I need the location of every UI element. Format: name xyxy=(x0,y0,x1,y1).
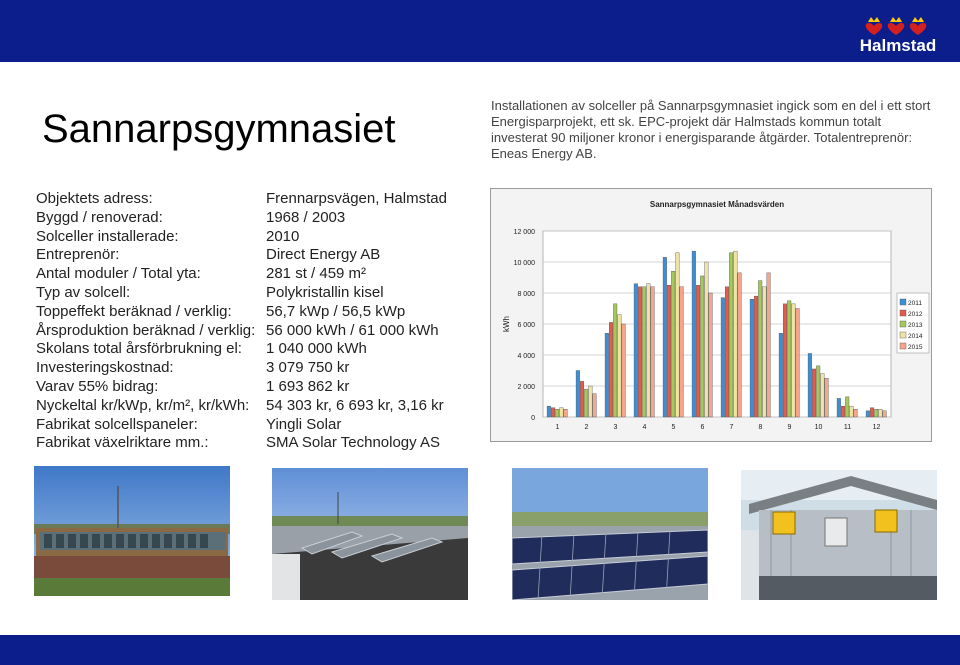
x-tick-label: 5 xyxy=(671,424,676,431)
photo-inverter-shed xyxy=(741,470,937,600)
bar xyxy=(547,406,551,417)
bar xyxy=(783,304,787,417)
fact-value: Yingli Solar xyxy=(266,415,342,433)
bar xyxy=(589,386,593,417)
fact-value: 1968 / 2003 xyxy=(266,208,346,226)
photo-solar-panels xyxy=(512,468,708,600)
legend-swatch xyxy=(900,332,906,338)
bar xyxy=(758,281,762,417)
bar xyxy=(767,273,771,417)
fact-value: 1 693 862 kr xyxy=(266,377,350,395)
x-tick-label: 1 xyxy=(555,424,560,431)
fact-value: 2010 xyxy=(266,227,300,245)
legend-label: 2013 xyxy=(908,322,923,329)
x-tick-label: 9 xyxy=(787,424,792,431)
bar xyxy=(642,287,646,417)
footer-bar xyxy=(0,635,960,665)
y-tick-label: 0 xyxy=(531,415,535,422)
x-tick-label: 2 xyxy=(584,424,589,431)
fact-label: Typ av solcell: xyxy=(36,283,131,301)
fact-row xyxy=(36,416,447,435)
bar xyxy=(551,408,555,417)
fact-value: 56 000 kWh / 61 000 kWh xyxy=(266,321,439,339)
bar xyxy=(555,409,559,417)
legend-label: 2014 xyxy=(908,333,923,340)
bar xyxy=(841,406,845,417)
chart-svg xyxy=(491,189,931,441)
fact-row xyxy=(36,265,447,284)
legend-swatch xyxy=(900,321,906,327)
y-tick-label: 4 000 xyxy=(517,353,535,360)
bar xyxy=(721,298,725,417)
fact-row xyxy=(36,228,447,247)
bar xyxy=(725,287,729,417)
fact-value: 281 st / 459 m² xyxy=(266,265,367,283)
fact-label: Entreprenör: xyxy=(36,246,120,264)
bar xyxy=(576,371,580,418)
fact-row xyxy=(36,340,447,359)
facts-table xyxy=(36,190,447,453)
chart-title: Sannarpsgymnasiet Månadsvärden xyxy=(649,200,785,209)
fact-row xyxy=(36,378,447,397)
bar xyxy=(874,409,878,417)
fact-label: Investeringskostnad: xyxy=(36,359,174,377)
intro-paragraph: Installationen av solceller på Sannarpsgymnasiet ingick som en del i ett stort Energisparprojekt, ett sk. EPC-projekt där Halmstads kommun totalt investerat 90 miljoner kronor i energisparande åtgärder. Totalentreprenör: Eneas Energy AB. xyxy=(491,98,931,161)
fact-label: Objektets adress: xyxy=(36,190,153,207)
bar xyxy=(883,411,887,417)
bar xyxy=(750,299,754,417)
bar xyxy=(634,284,638,417)
header-bar xyxy=(0,0,960,62)
fact-label: Varav 55% bidrag: xyxy=(36,377,159,395)
bar xyxy=(845,397,849,417)
bar xyxy=(879,409,883,417)
fact-label: Årsproduktion beräknad / verklig: xyxy=(36,321,256,339)
bar xyxy=(680,287,684,417)
y-tick-label: 10 000 xyxy=(513,260,535,267)
bar xyxy=(837,398,841,417)
x-tick-label: 6 xyxy=(700,424,705,431)
fact-row xyxy=(36,434,447,453)
y-tick-label: 6 000 xyxy=(517,322,535,329)
y-tick-label: 12 000 xyxy=(513,229,535,236)
bar xyxy=(821,374,825,417)
fact-row xyxy=(36,303,447,322)
fact-label: Nyckeltal kr/kWp, kr/m², kr/kWh: xyxy=(36,396,250,414)
bar xyxy=(870,408,874,417)
photo-school-building xyxy=(34,466,230,596)
bar xyxy=(647,284,651,417)
bar xyxy=(580,381,584,417)
legend-label: 2012 xyxy=(908,311,923,318)
page-title: Sannarpsgymnasiet xyxy=(42,107,396,151)
fact-row xyxy=(36,359,447,378)
fact-label: Antal moduler / Total yta: xyxy=(36,265,201,283)
bar xyxy=(792,304,796,417)
bar xyxy=(676,253,680,417)
crown-hearts-icon xyxy=(860,16,936,36)
bar xyxy=(622,324,626,417)
bar xyxy=(564,409,568,417)
bar xyxy=(696,285,700,417)
fact-label: Fabrikat solcellspaneler: xyxy=(36,415,198,433)
bar xyxy=(560,408,564,417)
legend-label: 2011 xyxy=(908,300,922,307)
bar xyxy=(816,366,820,417)
bar xyxy=(825,378,829,417)
bar xyxy=(584,389,588,417)
fact-value: Direct Energy AB xyxy=(266,246,381,264)
bar xyxy=(738,273,742,417)
bar xyxy=(808,353,812,417)
bar xyxy=(866,411,870,417)
bar xyxy=(734,251,738,417)
y-tick-label: 2 000 xyxy=(517,384,535,391)
bar xyxy=(812,369,816,417)
photo-roof-panels xyxy=(272,468,468,600)
bar xyxy=(618,315,622,417)
bar xyxy=(763,287,767,417)
legend-swatch xyxy=(900,299,906,305)
bar xyxy=(671,271,675,417)
bar xyxy=(638,287,642,417)
bar xyxy=(663,257,667,417)
fact-value: Polykristallin kisel xyxy=(266,283,384,301)
bar xyxy=(850,406,854,417)
x-tick-label: 12 xyxy=(872,424,881,431)
fact-label: Skolans total årsförbrukning el: xyxy=(36,340,242,358)
fact-label: Solceller installerade: xyxy=(36,227,179,245)
bar xyxy=(667,285,671,417)
x-tick-label: 3 xyxy=(613,424,618,431)
bar xyxy=(796,309,800,418)
x-tick-label: 11 xyxy=(843,424,852,431)
fact-value: SMA Solar Technology AS xyxy=(266,434,440,452)
fact-label: Toppeffekt beräknad / verklig: xyxy=(36,302,232,320)
fact-row xyxy=(36,397,447,416)
fact-value: 1 040 000 kWh xyxy=(266,340,367,358)
bar xyxy=(593,394,597,417)
legend-swatch xyxy=(900,310,906,316)
legend-label: 2015 xyxy=(908,344,923,351)
fact-value: 56,7 kWp / 56,5 kWp xyxy=(266,302,406,320)
bar xyxy=(754,296,758,417)
x-tick-label: 7 xyxy=(729,424,734,431)
fact-value: 54 303 kr, 6 693 kr, 3,16 kr xyxy=(266,396,444,414)
x-tick-label: 8 xyxy=(758,424,763,431)
bar xyxy=(651,287,655,417)
fact-label: Fabrikat växelriktare mm.: xyxy=(36,434,209,452)
fact-row xyxy=(36,190,447,209)
fact-value: 3 079 750 kr xyxy=(266,359,350,377)
bar xyxy=(779,333,783,417)
x-tick-label: 10 xyxy=(814,424,823,431)
fact-row xyxy=(36,209,447,228)
bar xyxy=(700,276,704,417)
halmstad-logo xyxy=(856,16,940,58)
bar xyxy=(609,322,613,417)
fact-row xyxy=(36,246,447,265)
fact-row xyxy=(36,322,447,341)
fact-value: Frennarpsvägen, Halmstad xyxy=(266,190,447,207)
y-axis-label: kWh xyxy=(502,316,511,332)
bar xyxy=(729,253,733,417)
bar xyxy=(854,409,858,417)
bar xyxy=(613,304,617,417)
legend-swatch xyxy=(900,343,906,349)
fact-label: Byggd / renoverad: xyxy=(36,208,163,226)
bar xyxy=(605,333,609,417)
bar xyxy=(705,262,709,417)
y-tick-label: 8 000 xyxy=(517,291,535,298)
monthly-chart xyxy=(490,188,932,442)
bar xyxy=(787,301,791,417)
logo-text: Halmstad xyxy=(859,36,937,55)
bar xyxy=(692,251,696,417)
x-tick-label: 4 xyxy=(642,424,647,431)
bar xyxy=(709,293,713,417)
fact-row xyxy=(36,284,447,303)
